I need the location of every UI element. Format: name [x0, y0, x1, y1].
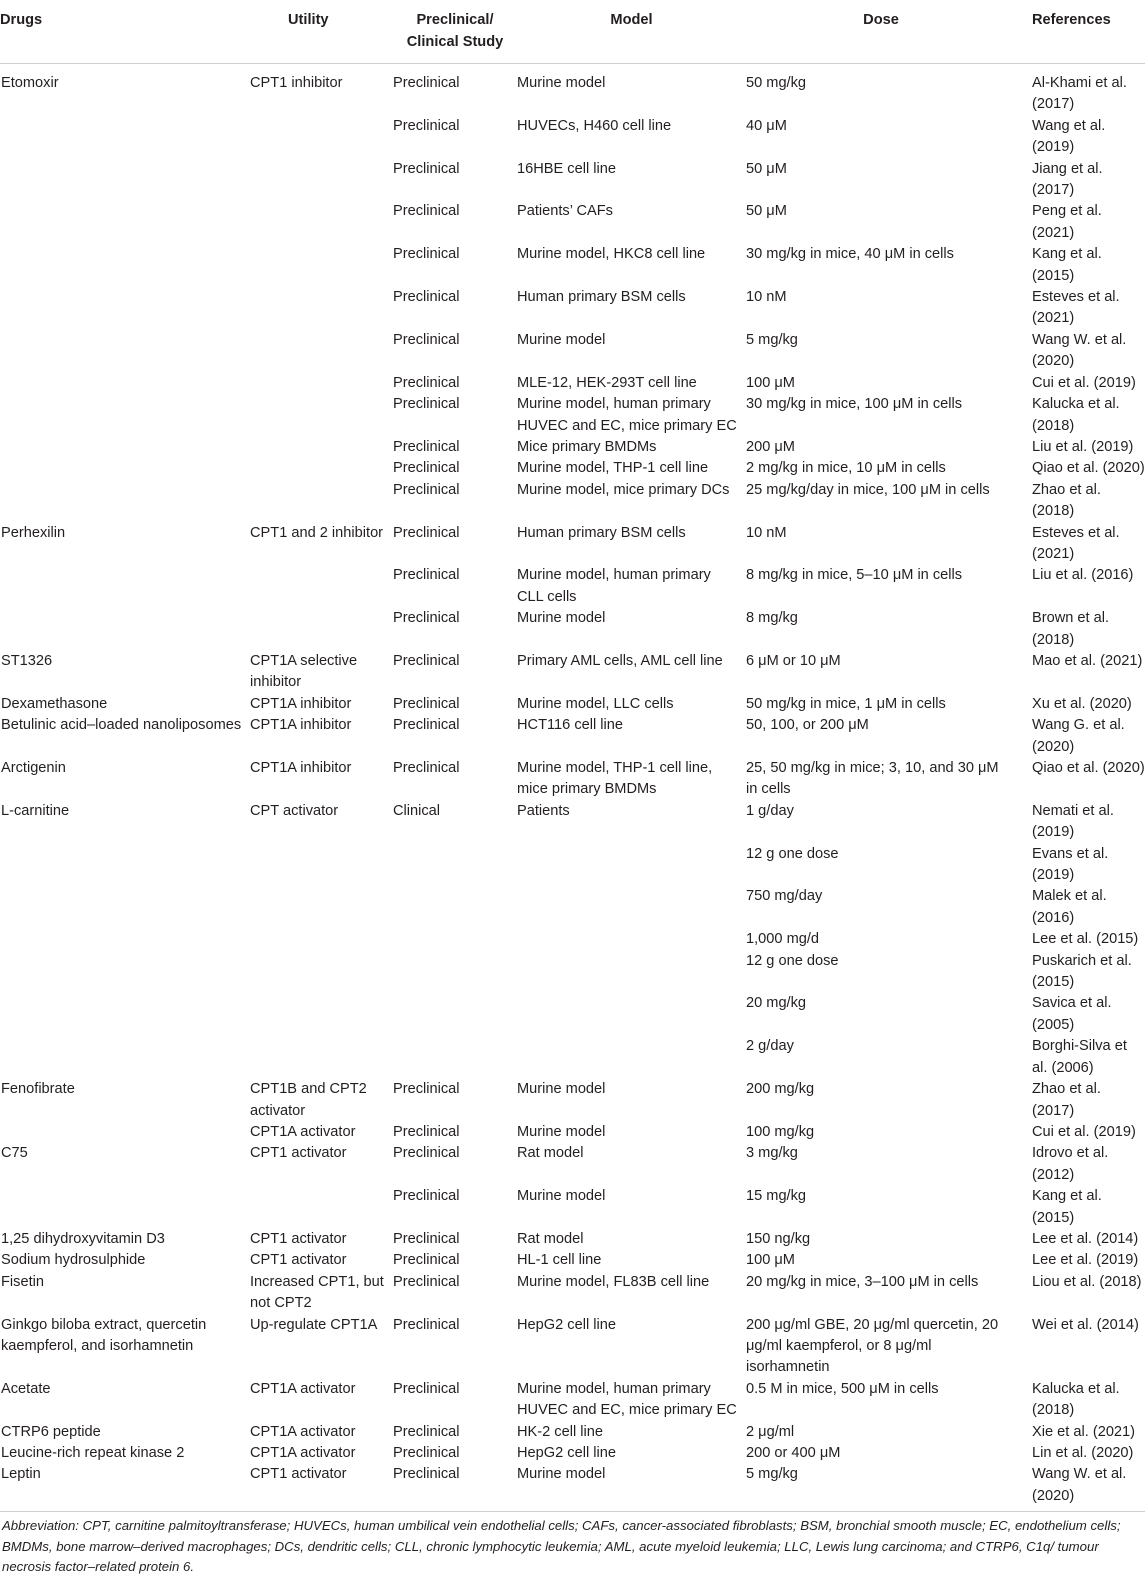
cell-reference: Lee et al. (2015) [1032, 931, 1139, 948]
cell-utility: CPT1A activator [250, 1445, 356, 1461]
cell-utility [250, 993, 393, 1036]
table-row [0, 330, 1145, 373]
cell-study: Preclinical [393, 610, 460, 627]
table-row [0, 1464, 1145, 1511]
cell-study: Preclinical [393, 1316, 460, 1333]
cell-utility [250, 394, 393, 437]
cell-utility [250, 244, 393, 287]
cell-reference: Wei et al. (2014) [1032, 1316, 1139, 1333]
cell-study: Preclinical [393, 374, 460, 391]
table-row [0, 394, 1145, 437]
cell-model: Murine model [517, 1123, 606, 1140]
cell-utility: CPT1A inhibitor [250, 695, 352, 712]
cell-utility [250, 1036, 393, 1079]
table-row [0, 64, 1145, 116]
cell-utility [250, 330, 393, 373]
cell-drug [0, 394, 250, 437]
cell-utility [250, 929, 393, 950]
cell-drug: Dexamethasone [1, 695, 108, 712]
cell-model: Patients [517, 802, 570, 819]
cell-reference: Esteves et al. (2021) [1032, 289, 1120, 327]
cell-drug: CTRP6 peptide [1, 1423, 101, 1440]
cell-reference: Idrovo et al. (2012) [1032, 1145, 1109, 1183]
table-row [0, 159, 1145, 202]
cell-model: Murine model [517, 331, 606, 348]
cell-utility [250, 116, 393, 159]
cell-study: Clinical [393, 802, 441, 819]
cell-utility: CPT1A activator [250, 1380, 356, 1397]
cell-study: Preclinical [393, 717, 460, 734]
cell-study: Preclinical [393, 1445, 460, 1461]
cell-reference: Lee et al. (2019) [1032, 1252, 1139, 1269]
table-row [0, 715, 1145, 758]
table-row [0, 1422, 1145, 1443]
cell-drug: Betulinic acid–loaded nanoliposomes [1, 717, 242, 734]
table-row [0, 1143, 1145, 1186]
header-study: Preclinical/ Clinical Study [393, 0, 517, 64]
table-row [0, 287, 1145, 330]
cell-utility [250, 437, 393, 458]
cell-model: HepG2 cell line [517, 1445, 616, 1461]
cell-utility: CPT1A activator [250, 1423, 356, 1440]
cell-study: Preclinical [393, 396, 460, 413]
cell-dose: 15 mg/kg [746, 1188, 807, 1205]
table-row [0, 458, 1145, 479]
cell-reference: Borghi-Silva et al. (2006) [1032, 1038, 1127, 1076]
cell-utility: Up-regulate CPT1A [250, 1316, 378, 1333]
table-row [0, 1315, 1145, 1379]
table-row [0, 1122, 1145, 1143]
table-row [0, 1379, 1145, 1422]
cell-dose: 20 mg/kg [746, 995, 807, 1012]
cell-model: HUVECs, H460 cell line [517, 117, 672, 134]
cell-utility [250, 951, 393, 994]
cell-utility: Increased CPT1, but not CPT2 [250, 1273, 384, 1312]
cell-drug [0, 1186, 250, 1229]
cell-model: Patients’ CAFs [517, 203, 613, 220]
cell-drug [0, 844, 250, 887]
cell-dose: 50 μM [746, 160, 787, 177]
cell-dose: 20 mg/kg in mice, 3–100 μM in cells [746, 1273, 979, 1290]
cell-study: Preclinical [393, 1380, 460, 1397]
cell-study: Preclinical [393, 1123, 460, 1140]
cell-drug [0, 287, 250, 330]
cell-dose: 5 mg/kg [746, 331, 798, 348]
cell-drug: L-carnitine [1, 802, 70, 819]
cell-dose: 8 mg/kg [746, 610, 798, 627]
cell-model: Murine model, human primary HUVEC and EC, mice primary EC [517, 396, 737, 434]
cell-model: Rat model [517, 1230, 584, 1247]
cell-study: Preclinical [393, 117, 460, 134]
cell-dose: 1,000 mg/d [746, 931, 820, 948]
cell-study: Preclinical [393, 567, 460, 584]
cell-drug [0, 929, 250, 950]
cell-model: Human primary BSM cells [517, 289, 686, 306]
cell-utility: CPT1A activator [250, 1123, 356, 1140]
cell-reference: Esteves et al. (2021) [1032, 524, 1120, 562]
cell-drug [0, 608, 250, 651]
cell-utility: CPT activator [250, 802, 339, 819]
cell-reference: Nemati et al. (2019) [1032, 802, 1114, 841]
header-references: References [1016, 0, 1145, 64]
table-header [0, 0, 1145, 64]
cell-utility [250, 201, 393, 244]
cell-study: Preclinical [393, 1188, 460, 1205]
cell-model: HK-2 cell line [517, 1423, 603, 1440]
table-row [0, 116, 1145, 159]
table-footnote: Abbreviation: CPT, carnitine palmitoyltransferase; HUVECs, human umbilical vein endothelial cells; CAFs, cancer-associated fibroblasts; BSM, bronchial smooth muscle; EC, endothelium cells; BMDMs, bone marrow–derived macrophages; DCs, dendritic cells; CLL, chronic lymphocytic leukemia; AML, acute myeloid leukemia; LLC, Lewis lung carcinoma; and CTRP6, C1q/ tumour necrosis factor–related protein 6. [2, 1518, 1121, 1575]
cell-dose: 25 mg/kg/day in mice, 100 μM in cells [746, 481, 990, 498]
cell-drug: 1,25 dihydroxyvitamin D3 [1, 1230, 165, 1247]
cell-reference: Al-Khami et al. (2017) [1032, 75, 1127, 113]
cell-reference: Liu et al. (2016) [1032, 567, 1134, 584]
cell-model: Murine model, THP-1 cell line, mice primary BMDMs [517, 760, 713, 798]
cell-dose: 1 g/day [746, 802, 794, 819]
cell-study: Preclinical [393, 331, 460, 348]
cell-drug [0, 437, 250, 458]
cell-utility: CPT1A selective inhibitor [250, 652, 358, 691]
cell-drug: Sodium hydrosulphide [1, 1252, 146, 1269]
cell-reference: Wang W. et al. (2020) [1016, 1464, 1145, 1511]
cell-utility [250, 886, 393, 929]
table-row [0, 1443, 1145, 1464]
cell-study: Preclinical [393, 438, 460, 455]
cell-drug: Acetate [1, 1380, 51, 1397]
cell-dose: 12 g one dose [746, 952, 839, 969]
cell-model: Murine model, human primary HUVEC and EC, mice primary EC [517, 1380, 737, 1419]
cell-model: Human primary BSM cells [517, 524, 686, 541]
table-row [0, 844, 1145, 887]
cell-reference: Xie et al. (2021) [1032, 1423, 1136, 1440]
cell-model: MLE-12, HEK-293T cell line [517, 374, 697, 391]
cell-utility: CPT1 activator [250, 1464, 393, 1511]
cell-dose: 150 ng/kg [746, 1230, 811, 1247]
cell-study: Preclinical [393, 246, 460, 263]
table-row [0, 608, 1145, 651]
cell-reference: Evans et al. (2019) [1032, 845, 1109, 884]
cell-utility [250, 608, 393, 651]
cell-study: Preclinical [393, 1252, 460, 1269]
cell-study: Preclinical [393, 1081, 460, 1098]
cell-model: Rat model [517, 1145, 584, 1162]
cell-drug [0, 951, 250, 994]
cell-dose: 30 mg/kg in mice, 40 μM in cells [746, 246, 954, 263]
cell-drug [0, 116, 250, 159]
cell-reference: Kalucka et al. (2018) [1032, 396, 1120, 434]
table-row [0, 1079, 1145, 1122]
cell-model: Murine model, FL83B cell line [517, 1273, 710, 1290]
cell-dose: 30 mg/kg in mice, 100 μM in cells [746, 396, 963, 413]
cell-study: Preclinical [393, 524, 460, 541]
table-row [0, 480, 1145, 523]
cell-study: Preclinical [393, 460, 460, 477]
cell-utility [250, 1186, 393, 1229]
cell-dose: 50, 100, or 200 μM [746, 717, 869, 734]
table-row [0, 201, 1145, 244]
cell-model: HCT116 cell line [517, 717, 623, 734]
cell-reference: Malek et al. (2016) [1032, 888, 1107, 926]
cell-dose: 8 mg/kg in mice, 5–10 μM in cells [746, 567, 963, 584]
cell-model: Murine model, mice primary DCs [517, 481, 730, 498]
cell-dose: 10 nM [746, 289, 787, 306]
table-row [0, 244, 1145, 287]
cell-dose: 0.5 M in mice, 500 μM in cells [746, 1380, 939, 1397]
table-row [0, 758, 1145, 801]
cell-study: Preclinical [393, 1423, 460, 1440]
cell-reference: Xu et al. (2020) [1032, 695, 1132, 712]
cell-reference: Qiao et al. (2020) [1032, 460, 1145, 477]
cell-dose: 6 μM or 10 μM [746, 652, 841, 669]
cell-drug: Ginkgo biloba extract, quercetin kaempferol, and isorhamnetin [1, 1316, 207, 1354]
cell-study [393, 929, 517, 950]
table-body [0, 64, 1145, 1512]
header-dose: Dose [746, 0, 1016, 64]
cell-reference: Liu et al. (2019) [1032, 438, 1134, 455]
cell-dose: 3 mg/kg [746, 1145, 798, 1162]
cell-study [393, 951, 517, 994]
cell-utility [250, 844, 393, 887]
cell-model [517, 929, 746, 950]
cell-dose: 50 mg/kg in mice, 1 μM in cells [746, 695, 946, 712]
cell-reference: Wang et al. (2019) [1032, 117, 1106, 156]
cell-study: Preclinical [393, 1464, 517, 1511]
cell-study: Preclinical [393, 760, 460, 776]
cell-utility: CPT1 inhibitor [250, 75, 343, 91]
cell-dose: 25, 50 mg/kg in mice; 3, 10, and 30 μM in cells [746, 760, 999, 798]
table-row [0, 929, 1145, 950]
cell-model: Murine model [517, 610, 606, 627]
cell-reference: Cui et al. (2019) [1032, 1123, 1136, 1140]
cell-dose: 12 g one dose [746, 845, 839, 862]
cell-model [517, 951, 746, 994]
cell-reference: Kang et al. (2015) [1032, 1188, 1102, 1226]
cell-dose: 10 nM [746, 524, 787, 541]
cell-model: Murine model, LLC cells [517, 695, 674, 712]
cell-model: Murine model [517, 1081, 606, 1098]
table-row [0, 694, 1145, 715]
cell-study: Preclinical [393, 695, 460, 712]
cell-drug: Leptin [0, 1464, 250, 1511]
cell-reference: Cui et al. (2019) [1032, 374, 1136, 391]
cell-dose: 750 mg/day [746, 888, 823, 905]
cell-dose: 100 μM [746, 374, 795, 391]
cell-study: Preclinical [393, 289, 460, 306]
cell-dose: 200 or 400 μM [746, 1445, 841, 1461]
cell-utility: CPT1A inhibitor [250, 760, 352, 776]
cell-utility [250, 159, 393, 202]
table-row [0, 993, 1145, 1036]
cell-drug [0, 458, 250, 479]
cell-model: Murine model [517, 75, 606, 91]
cell-model: Murine model, human primary CLL cells [517, 567, 711, 605]
table-row [0, 373, 1145, 394]
cell-utility [250, 458, 393, 479]
cell-drug: Perhexilin [1, 524, 66, 541]
cell-drug [0, 373, 250, 394]
cell-drug [0, 244, 250, 287]
cell-study: Preclinical [393, 652, 460, 669]
cell-study: Preclinical [393, 203, 460, 220]
table-row [0, 523, 1145, 566]
cell-utility [250, 480, 393, 523]
cell-reference: Jiang et al. (2017) [1032, 160, 1103, 199]
cell-dose: 5 mg/kg [746, 1464, 1016, 1511]
table-row [0, 1229, 1145, 1250]
cell-drug [0, 1122, 250, 1143]
cell-reference: Mao et al. (2021) [1032, 652, 1143, 669]
cell-model [517, 886, 746, 929]
cell-reference: Lin et al. (2020) [1032, 1445, 1134, 1461]
cell-model: Murine model, HKC8 cell line [517, 246, 706, 263]
table-row [0, 565, 1145, 608]
cell-model [517, 1036, 746, 1079]
cell-reference: Peng et al. (2021) [1032, 203, 1102, 241]
cell-reference: Savica et al. (2005) [1032, 995, 1112, 1033]
cell-reference: Wang G. et al. (2020) [1032, 717, 1125, 755]
header-row [0, 0, 1145, 64]
header-utility: Utility [250, 0, 393, 64]
cell-reference: Brown et al. (2018) [1032, 610, 1110, 648]
cell-drug [0, 886, 250, 929]
cell-reference: Kang et al. (2015) [1032, 246, 1102, 284]
table-row [0, 886, 1145, 929]
cell-dose: 2 g/day [746, 1038, 794, 1055]
cell-drug [0, 565, 250, 608]
cell-reference: Wang W. et al. (2020) [1032, 331, 1127, 370]
cell-model: Murine model, THP-1 cell line [517, 460, 709, 477]
cell-utility: CPT1 activator [250, 1252, 347, 1269]
cell-drug [0, 480, 250, 523]
cell-drug [0, 993, 250, 1036]
cell-utility: CPT1 activator [250, 1145, 347, 1162]
cell-study: Preclinical [393, 1230, 460, 1247]
cell-study [393, 993, 517, 1036]
cell-drug: Etomoxir [1, 75, 59, 91]
cell-reference: Qiao et al. (2020) [1032, 760, 1145, 776]
cell-study [393, 844, 517, 887]
cell-study: Preclinical [393, 160, 460, 177]
table-row [0, 1036, 1145, 1079]
cell-drug: Arctigenin [1, 760, 66, 776]
cell-drug: Fenofibrate [1, 1081, 75, 1098]
cell-model: Mice primary BMDMs [517, 438, 657, 455]
cell-reference: Puskarich et al. (2015) [1032, 952, 1132, 991]
cell-dose: 200 μM [746, 438, 795, 455]
header-model: Model [517, 0, 746, 64]
cell-reference: Kalucka et al. (2018) [1032, 1380, 1120, 1419]
table-row [0, 801, 1145, 844]
cell-study: Preclinical [393, 1273, 460, 1290]
table-row [0, 437, 1145, 458]
cell-dose: 40 μM [746, 117, 787, 134]
cell-reference: Zhao et al. (2018) [1032, 481, 1101, 520]
table-row [0, 651, 1145, 694]
cell-model: Primary AML cells, AML cell line [517, 652, 723, 669]
table-row [0, 1186, 1145, 1229]
cell-dose: 50 μM [746, 203, 787, 220]
cell-utility: CPT1B and CPT2 activator [250, 1081, 367, 1119]
cell-model: HL-1 cell line [517, 1252, 602, 1269]
cell-model: HepG2 cell line [517, 1316, 616, 1333]
cell-drug [0, 330, 250, 373]
cell-drug: C75 [1, 1145, 28, 1162]
cell-drug: Fisetin [1, 1273, 44, 1290]
cell-dose: 200 mg/kg [746, 1081, 815, 1098]
table-row [0, 1250, 1145, 1271]
cell-dose: 200 μg/ml GBE, 20 μg/ml quercetin, 20 μg/ml kaempferol, or 8 μg/ml isorhamnetin [746, 1316, 999, 1376]
cell-utility [250, 373, 393, 394]
cell-reference: Lee et al. (2014) [1032, 1230, 1139, 1247]
cell-drug [0, 201, 250, 244]
cell-dose: 100 mg/kg [746, 1123, 815, 1140]
cell-model: Murine model [517, 1188, 606, 1205]
cell-drug [0, 159, 250, 202]
cell-utility: CPT1 and 2 inhibitor [250, 524, 384, 541]
cell-model: Murine model [517, 1464, 746, 1511]
cell-drug: ST1326 [1, 652, 53, 669]
cell-dose: 2 mg/kg in mice, 10 μM in cells [746, 460, 946, 477]
table-row [0, 951, 1145, 994]
cell-model: 16HBE cell line [517, 160, 616, 177]
cell-utility: CPT1A inhibitor [250, 717, 352, 734]
cell-utility [250, 565, 393, 608]
table-row [0, 1272, 1145, 1315]
cell-utility: CPT1 activator [250, 1230, 347, 1247]
cell-study [393, 886, 517, 929]
cell-reference: Zhao et al. (2017) [1032, 1081, 1101, 1119]
cell-reference: Liou et al. (2018) [1032, 1273, 1142, 1290]
cell-utility [250, 287, 393, 330]
cell-model [517, 993, 746, 1036]
cell-drug [0, 1036, 250, 1079]
cell-drug: Leucine-rich repeat kinase 2 [1, 1445, 185, 1461]
cell-dose: 50 mg/kg [746, 75, 807, 91]
cell-dose: 2 μg/ml [746, 1423, 795, 1440]
cell-study: Preclinical [393, 1145, 460, 1162]
cell-dose: 100 μM [746, 1252, 795, 1269]
cell-study: Preclinical [393, 481, 460, 498]
cell-model [517, 844, 746, 887]
cell-study: Preclinical [393, 75, 460, 91]
header-drugs: Drugs [0, 0, 250, 64]
cell-study [393, 1036, 517, 1079]
